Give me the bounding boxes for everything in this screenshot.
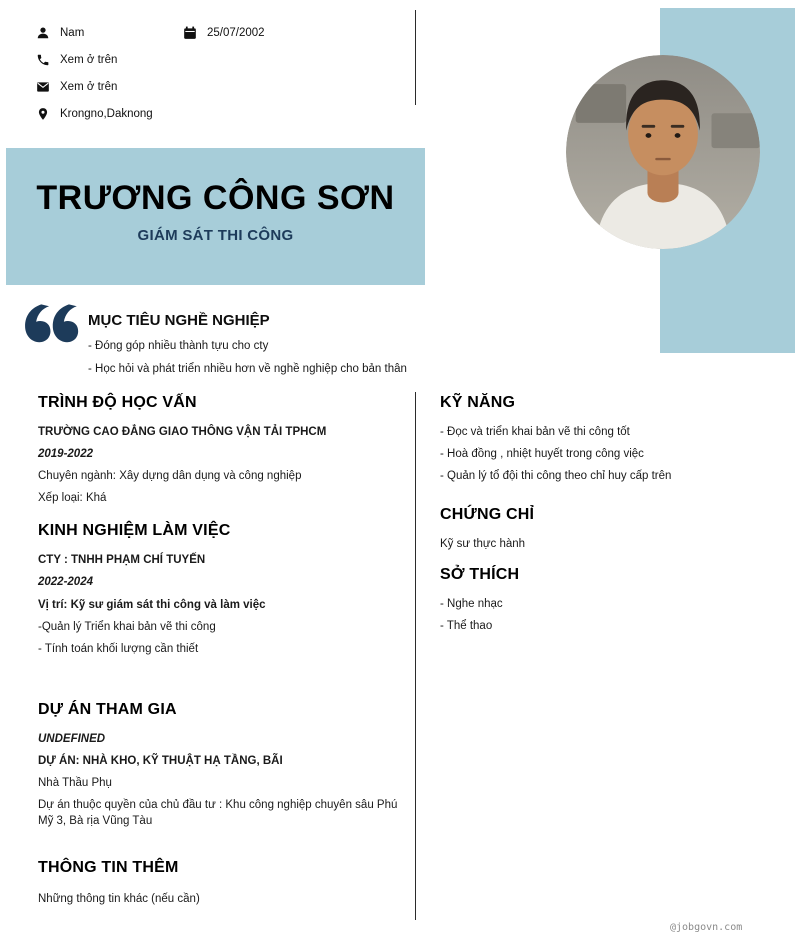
experience-heading: KINH NGHIỆM LÀM VIỆC [38, 522, 231, 540]
education-school: TRƯỜNG CAO ĐẲNG GIAO THÔNG VẬN TẢI TPHCM [38, 426, 327, 438]
watermark: @jobgovn.com [670, 922, 743, 933]
email-field [36, 80, 117, 94]
header-banner [6, 148, 425, 285]
phone-icon [36, 53, 50, 67]
location-icon [36, 107, 50, 121]
address-field [36, 107, 153, 121]
hobbies-heading: SỞ THÍCH [440, 566, 520, 584]
objective-item: - Đóng góp nhiều thành tựu cho cty [88, 340, 269, 352]
contact-row-3 [36, 73, 408, 100]
education-major: Chuyên ngành: Xây dựng dân dụng và công nghiệp [38, 470, 302, 483]
email-icon [36, 80, 50, 94]
contact-row-1 [36, 19, 408, 46]
objective-item: - Học hỏi và phát triển nhiều hơn về nghề nghiệp cho bản thân [88, 362, 407, 375]
objective-body [88, 312, 407, 383]
objective-section [20, 296, 425, 383]
top-divider [415, 10, 416, 105]
gender-value: Nam [60, 26, 85, 39]
skills-heading: KỸ NĂNG [440, 394, 516, 411]
objective-heading: MỤC TIÊU NGHỀ NGHIỆP [88, 312, 270, 329]
project-description: Dự án thuộc quyền của chủ đầu tư : Khu công nghiệp chuyên sâu Phú Mỹ 3, Bà rịa Vũng Tàu [38, 799, 398, 828]
quote-icon [20, 300, 80, 352]
education-heading: TRÌNH ĐỘ HỌC VẤN [38, 394, 197, 411]
additional-note: Những thông tin khác (nếu cần) [38, 893, 200, 906]
experience-duty: -Quản lý Triển khai bản vẽ thi công [38, 620, 216, 633]
email-value: Xem ở trên [60, 80, 118, 93]
address-value: Krongno,Daknong [60, 107, 153, 120]
project-name: DỰ ÁN: NHÀ KHO, KỸ THUẬT HẠ TẦNG, BÃI [38, 754, 283, 767]
projects-heading: DỰ ÁN THAM GIA [38, 700, 177, 718]
phone-value: Xem ở trên [60, 53, 118, 66]
certificate-item: Kỹ sư thực hành [440, 538, 526, 551]
skill-item: - Đọc và triển khai bản vẽ thi công tốt [440, 426, 630, 438]
dob-value: 25/07/2002 [207, 26, 265, 39]
contact-block [36, 19, 408, 127]
experience-duty: - Tính toán khối lượng cần thiết [38, 642, 199, 655]
certificates-heading: CHỨNG CHỈ [440, 506, 535, 524]
hobby-item: - Thể thao [440, 620, 493, 633]
project-role: Nhà Thầu Phụ [38, 777, 112, 790]
additional-heading: THÔNG TIN THÊM [38, 859, 179, 877]
phone-field [36, 53, 117, 67]
person-icon [36, 26, 50, 40]
candidate-title: GIÁM SÁT THI CÔNG [137, 227, 294, 245]
project-period: UNDEFINED [38, 732, 106, 745]
left-column [38, 394, 404, 913]
column-divider [415, 392, 416, 920]
skill-item: - Quản lý tổ đội thi công theo chỉ huy cấp trên [440, 470, 672, 483]
right-column [440, 394, 775, 641]
gender-field [36, 26, 183, 40]
portrait-image [566, 55, 760, 249]
education-years: 2019-2022 [38, 448, 93, 461]
profile-photo [566, 55, 760, 249]
hobby-item: - Nghe nhạc [440, 598, 503, 611]
contact-row-4 [36, 100, 408, 127]
experience-years: 2022-2024 [38, 576, 93, 589]
candidate-name: TRƯƠNG CÔNG SƠN [36, 179, 395, 217]
experience-position: Vị trí: Kỹ sư giám sát thi công và làm việc [38, 598, 266, 611]
experience-company: CTY : TNHH PHẠM CHÍ TUYẾN [38, 554, 206, 567]
calendar-icon [183, 26, 197, 40]
skill-item: - Hoà đồng , nhiệt huyết trong công việc [440, 448, 644, 461]
contact-row-2 [36, 46, 408, 73]
dob-field [183, 26, 265, 40]
education-grade: Xếp loại: Khá [38, 492, 107, 505]
